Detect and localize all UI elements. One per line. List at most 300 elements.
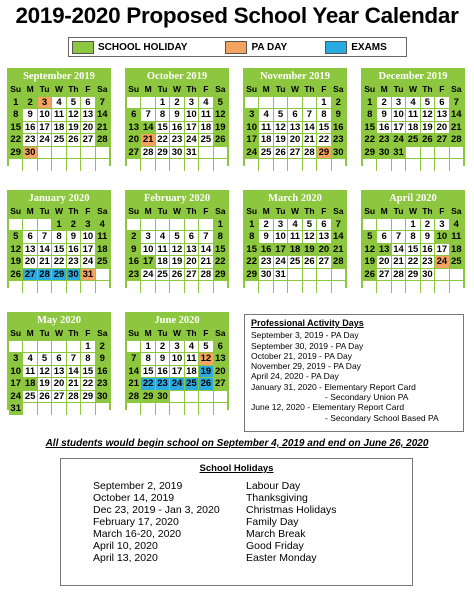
empty-day-cell: [170, 281, 183, 293]
empty-day-cell: [96, 147, 109, 159]
empty-day-cell: [23, 159, 36, 171]
weekday-header: F: [435, 84, 448, 96]
day-cell: 17: [393, 121, 404, 133]
school-dates-note: All students would begin school on September 4, 2019 and end on June 26, 2020: [45, 438, 429, 449]
empty-day-cell: [199, 219, 212, 231]
month-name: December 2019: [378, 71, 448, 82]
day-cell: 19: [364, 256, 375, 267]
day-cell: 15: [407, 243, 419, 255]
empty-day-cell: [52, 281, 65, 293]
day-cell: 2: [96, 341, 109, 353]
day-cell: 4: [450, 219, 463, 231]
weekday-header: Sa: [333, 84, 344, 94]
day-cell: 25: [53, 134, 65, 145]
month-name: January 2020: [28, 193, 90, 204]
holiday-date: March 16-20, 2020: [93, 528, 182, 540]
day-cell: 14: [96, 109, 108, 120]
empty-day-cell: [9, 219, 22, 231]
day-cell: 1: [81, 341, 94, 353]
empty-day-cell: [38, 403, 51, 415]
weekday-header: M: [23, 84, 36, 96]
day-cell: 18: [53, 121, 65, 133]
day-cell: 1: [363, 97, 376, 109]
empty-day-cell: [406, 281, 419, 293]
day-cell: 10: [171, 353, 183, 364]
month-name: April 2020: [389, 193, 437, 204]
day-cell: 11: [53, 109, 65, 120]
day-cell: 4: [185, 341, 198, 353]
weekday-header: Sa: [97, 84, 108, 94]
day-cell: 6: [317, 219, 330, 231]
day-cell: 17: [436, 243, 448, 255]
day-cell: 4: [96, 219, 109, 231]
day-cell: 22: [10, 134, 21, 145]
month-grid: [127, 206, 227, 293]
day-cell: 20: [128, 134, 139, 145]
day-cell: 10: [142, 243, 154, 255]
empty-day-cell: [435, 281, 448, 293]
day-cell: 12: [68, 109, 79, 120]
empty-day-cell: [52, 147, 65, 159]
day-cell: 4: [406, 97, 419, 109]
weekday-header: M: [141, 328, 154, 340]
day-cell: 26: [200, 378, 212, 389]
day-cell: 28: [332, 256, 344, 267]
day-cell: 27: [186, 268, 197, 280]
day-cell: 16: [128, 256, 139, 267]
day-cell: 7: [141, 109, 154, 121]
empty-day-cell: [450, 147, 463, 159]
empty-day-cell: [67, 281, 80, 293]
empty-day-cell: [332, 281, 345, 293]
weekday-header: Th: [186, 84, 197, 94]
day-cell: 30: [332, 146, 344, 158]
day-cell: 28: [200, 268, 212, 280]
holiday-date: September 2, 2019: [93, 480, 183, 492]
empty-day-cell: [377, 159, 390, 171]
empty-day-cell: [38, 159, 51, 171]
day-cell: 3: [245, 109, 258, 121]
day-cell: 25: [407, 134, 419, 145]
day-cell: 2: [170, 97, 183, 109]
empty-day-cell: [127, 403, 140, 415]
day-cell: 22: [318, 134, 330, 145]
weekday-header: M: [23, 328, 36, 340]
day-cell: 6: [435, 97, 448, 109]
day-cell: 25: [200, 134, 212, 145]
empty-day-cell: [245, 159, 258, 171]
empty-day-cell: [288, 281, 301, 293]
empty-day-cell: [199, 159, 212, 171]
day-cell: 22: [407, 256, 419, 267]
day-cell: 16: [24, 121, 36, 133]
day-cell: 1: [317, 97, 330, 109]
day-cell: 20: [214, 365, 226, 377]
day-cell: 19: [200, 365, 212, 377]
day-cell: 19: [68, 121, 79, 133]
empty-day-cell: [214, 147, 227, 159]
empty-day-cell: [23, 341, 36, 353]
day-cell: 20: [436, 121, 448, 133]
day-cell: 18: [407, 121, 419, 133]
day-cell: 6: [377, 231, 390, 243]
weekday-header: F: [81, 84, 94, 96]
day-cell: 29: [214, 268, 226, 280]
pa-days-title: Professional Activity Days: [251, 318, 364, 328]
day-cell: 6: [23, 231, 36, 243]
month-calendar: [7, 190, 111, 288]
day-cell: 12: [214, 109, 226, 120]
day-cell: 21: [200, 256, 212, 267]
day-cell: 27: [378, 268, 390, 280]
weekday-header: W: [170, 328, 183, 340]
day-cell: 25: [186, 378, 197, 389]
empty-day-cell: [245, 97, 258, 109]
weekday-header: Su: [10, 206, 22, 216]
empty-day-cell: [259, 97, 272, 109]
day-cell: 15: [157, 121, 168, 133]
empty-day-cell: [363, 219, 376, 231]
empty-day-cell: [156, 281, 169, 293]
day-cell: 4: [52, 97, 65, 109]
month-grid: [127, 84, 227, 171]
day-cell: 31: [186, 146, 197, 158]
empty-day-cell: [303, 269, 316, 281]
pa-line: September 3, 2019 - PA Day: [251, 330, 359, 341]
day-cell: 22: [246, 256, 257, 267]
legend-label: SCHOOL HOLIDAY: [98, 41, 188, 53]
day-cell: 12: [364, 243, 375, 255]
empty-day-cell: [96, 403, 109, 415]
holiday-name: Christmas Holidays: [246, 504, 337, 516]
day-cell: 12: [171, 243, 183, 255]
day-cell: 26: [275, 146, 286, 158]
day-cell: 14: [332, 231, 344, 242]
day-cell: 22: [53, 256, 65, 267]
empty-day-cell: [450, 159, 463, 171]
month-name: February 2020: [143, 193, 211, 204]
day-cell: 18: [24, 378, 36, 389]
day-cell: 21: [39, 256, 50, 267]
day-cell: 29: [10, 146, 21, 158]
month-name: September 2019: [23, 71, 95, 82]
empty-day-cell: [259, 281, 272, 293]
empty-day-cell: [23, 281, 36, 293]
day-cell: 10: [436, 231, 448, 242]
weekday-header: Su: [246, 206, 258, 216]
day-cell: 10: [82, 231, 94, 242]
day-cell: 9: [259, 231, 272, 243]
holiday-date: Dec 23, 2019 - Jan 3, 2020: [93, 504, 220, 516]
empty-day-cell: [156, 219, 169, 231]
day-cell: 5: [421, 97, 434, 109]
day-cell: 12: [39, 365, 50, 377]
empty-day-cell: [303, 97, 316, 109]
weekday-header: M: [377, 84, 390, 96]
empty-day-cell: [214, 403, 227, 415]
legend-label: EXAMS: [351, 41, 387, 53]
day-cell: 17: [10, 378, 21, 389]
day-cell: 29: [407, 268, 419, 280]
day-cell: 10: [10, 365, 21, 377]
holiday-date: October 14, 2019: [93, 492, 175, 504]
month-grid: [9, 328, 109, 415]
day-cell: 21: [128, 378, 139, 389]
weekday-header: Th: [422, 84, 433, 94]
month-grid: [363, 206, 463, 293]
weekday-header: Su: [128, 206, 140, 216]
empty-day-cell: [38, 147, 51, 159]
empty-day-cell: [67, 403, 80, 415]
day-cell: 12: [422, 109, 433, 120]
empty-day-cell: [38, 341, 51, 353]
day-cell: 20: [82, 121, 94, 133]
empty-day-cell: [421, 159, 434, 171]
day-cell: 25: [96, 256, 108, 267]
day-cell: 23: [171, 134, 183, 145]
day-cell: 30: [68, 268, 79, 280]
day-cell: 8: [9, 109, 22, 121]
day-cell: 17: [275, 243, 286, 255]
day-cell: 21: [142, 134, 154, 145]
weekday-header: Su: [10, 84, 22, 94]
weekday-header: Sa: [97, 328, 108, 338]
day-cell: 3: [392, 97, 405, 109]
weekday-header: Th: [422, 206, 433, 216]
legend-label: PA DAY: [251, 41, 288, 53]
pa-days-box: [244, 314, 464, 432]
empty-day-cell: [52, 403, 65, 415]
weekday-header: Su: [246, 84, 258, 94]
weekday-header: Th: [186, 206, 197, 216]
day-cell: 21: [96, 121, 108, 133]
empty-day-cell: [141, 219, 154, 231]
empty-day-cell: [317, 159, 330, 171]
weekday-header: Tu: [157, 84, 168, 94]
day-cell: 21: [393, 256, 404, 267]
day-cell: 1: [156, 97, 169, 109]
day-cell: 27: [436, 134, 448, 145]
pa-line: November 29, 2019 - PA Day: [251, 361, 361, 372]
day-cell: 8: [214, 231, 227, 243]
day-cell: 11: [289, 231, 301, 242]
day-cell: 17: [39, 121, 50, 133]
day-cell: 1: [9, 97, 22, 109]
day-cell: 26: [422, 134, 433, 145]
day-cell: 28: [304, 146, 315, 158]
weekday-header: M: [141, 84, 154, 96]
day-cell: 1: [406, 219, 419, 231]
day-cell: 13: [378, 243, 390, 255]
day-cell: 17: [171, 365, 183, 377]
day-cell: 9: [67, 231, 80, 243]
empty-day-cell: [214, 281, 227, 293]
empty-day-cell: [303, 281, 316, 293]
weekday-header: Tu: [157, 328, 168, 338]
empty-day-cell: [185, 219, 198, 231]
empty-day-cell: [214, 159, 227, 171]
day-cell: 6: [52, 353, 65, 365]
day-cell: 29: [157, 146, 168, 158]
empty-day-cell: [245, 281, 258, 293]
day-cell: 15: [246, 243, 257, 255]
empty-day-cell: [214, 391, 227, 403]
weekday-header: W: [288, 206, 301, 218]
empty-day-cell: [52, 159, 65, 171]
day-cell: 22: [364, 134, 375, 145]
day-cell: 14: [142, 121, 154, 133]
day-cell: 11: [186, 353, 197, 364]
month-calendar: [7, 68, 111, 166]
day-cell: 5: [363, 231, 376, 243]
weekday-header: F: [317, 84, 330, 96]
day-cell: 15: [214, 243, 226, 255]
empty-day-cell: [96, 269, 109, 281]
day-cell: 16: [68, 243, 79, 255]
day-cell: 2: [156, 341, 169, 353]
empty-day-cell: [170, 159, 183, 171]
day-cell: 30: [96, 390, 108, 402]
day-cell: 9: [170, 109, 183, 121]
weekday-header: F: [317, 206, 330, 218]
day-cell: 10: [246, 121, 257, 133]
day-cell: 2: [377, 97, 390, 109]
day-cell: 11: [261, 121, 272, 133]
day-cell: 17: [246, 134, 257, 145]
weekday-header: Sa: [451, 84, 462, 94]
day-cell: 22: [214, 256, 226, 267]
empty-day-cell: [127, 97, 140, 109]
day-cell: 30: [422, 268, 433, 280]
weekday-header: M: [23, 206, 36, 218]
day-cell: 16: [332, 121, 344, 133]
day-cell: 2: [23, 97, 36, 109]
day-cell: 16: [260, 243, 272, 255]
day-cell: 23: [96, 378, 108, 389]
day-cell: 5: [199, 341, 212, 353]
day-cell: 6: [81, 97, 94, 109]
empty-day-cell: [127, 219, 140, 231]
empty-day-cell: [9, 341, 22, 353]
holiday-date: April 13, 2020: [93, 552, 158, 564]
day-cell: 26: [68, 134, 79, 145]
day-cell: 18: [289, 243, 301, 255]
day-cell: 10: [39, 109, 50, 120]
empty-day-cell: [317, 269, 330, 281]
day-cell: 14: [200, 243, 212, 255]
day-cell: 7: [199, 231, 212, 243]
day-cell: 19: [275, 134, 286, 145]
page-title: 2019-2020 Proposed School Year Calendar: [15, 3, 459, 28]
weekday-header: Sa: [451, 206, 462, 216]
month-grid: [9, 206, 109, 293]
weekday-header: Th: [304, 84, 315, 94]
month-name: October 2019: [146, 71, 208, 82]
day-cell: 11: [157, 243, 168, 255]
pa-line: - Secondary Union PA: [325, 392, 409, 403]
day-cell: 13: [82, 109, 94, 120]
day-cell: 3: [38, 97, 51, 109]
weekday-header: F: [199, 206, 212, 218]
day-cell: 27: [289, 146, 301, 158]
pa-line: January 31, 2020 - Elementary Report Card: [251, 381, 416, 392]
day-cell: 19: [304, 243, 315, 255]
day-cell: 11: [451, 231, 462, 242]
empty-day-cell: [303, 159, 316, 171]
empty-day-cell: [332, 269, 345, 281]
day-cell: 3: [274, 219, 287, 231]
weekday-header: Tu: [393, 206, 404, 216]
day-cell: 13: [53, 365, 65, 377]
day-cell: 2: [67, 219, 80, 231]
weekday-header: Sa: [333, 206, 344, 216]
empty-day-cell: [274, 281, 287, 293]
day-cell: 20: [289, 134, 301, 145]
empty-day-cell: [185, 281, 198, 293]
day-cell: 25: [289, 256, 301, 267]
empty-day-cell: [406, 147, 419, 159]
holiday-name: Thanksgiving: [246, 492, 308, 504]
empty-day-cell: [156, 403, 169, 415]
month-calendar: [361, 68, 465, 166]
empty-day-cell: [38, 219, 51, 231]
day-cell: 31: [10, 403, 21, 414]
pa-line: - Secondary School Based PA: [325, 412, 439, 423]
weekday-header: M: [259, 206, 272, 218]
day-cell: 5: [303, 219, 316, 231]
day-cell: 19: [10, 256, 21, 267]
day-cell: 6: [288, 109, 301, 121]
empty-day-cell: [81, 403, 94, 415]
month-grid: [9, 84, 109, 171]
day-cell: 4: [23, 353, 36, 365]
day-cell: 14: [304, 121, 315, 133]
day-cell: 28: [96, 134, 108, 145]
day-cell: 7: [96, 97, 109, 109]
holiday-name: Labour Day: [246, 480, 301, 492]
empty-day-cell: [170, 219, 183, 231]
school-holidays-box: [60, 458, 413, 586]
day-cell: 8: [52, 231, 65, 243]
weekday-header: M: [377, 206, 390, 218]
day-cell: 26: [214, 134, 226, 145]
day-cell: 28: [128, 390, 139, 402]
day-cell: 22: [142, 378, 154, 389]
weekday-header: Th: [68, 328, 79, 338]
day-cell: 4: [199, 97, 212, 109]
empty-day-cell: [421, 147, 434, 159]
day-cell: 8: [245, 231, 258, 243]
weekday-header: Tu: [275, 84, 286, 94]
day-cell: 20: [53, 378, 65, 389]
weekday-header: Tu: [39, 84, 50, 94]
empty-day-cell: [38, 281, 51, 293]
day-cell: 24: [171, 378, 183, 389]
weekday-header: Tu: [275, 206, 286, 216]
day-cell: 10: [186, 109, 197, 120]
pa-line: September 30, 2019 - PA Day: [251, 340, 364, 351]
day-cell: 9: [96, 353, 109, 365]
day-cell: 27: [82, 134, 94, 145]
empty-day-cell: [81, 147, 94, 159]
day-cell: 24: [10, 390, 21, 402]
weekday-header: Su: [364, 206, 376, 216]
pa-line: June 12, 2020 - Elementary Report Card: [251, 402, 405, 413]
month-grid: [245, 206, 345, 293]
day-cell: 9: [377, 109, 390, 121]
day-cell: 5: [274, 109, 287, 121]
day-cell: 18: [96, 243, 108, 255]
